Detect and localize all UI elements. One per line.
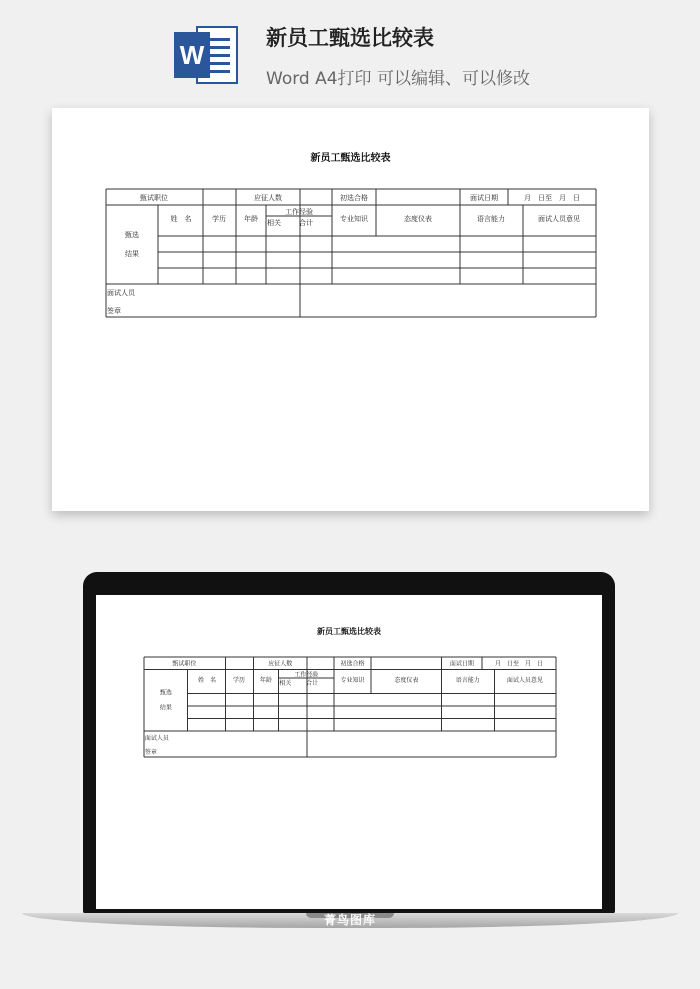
label-interviewer: 面试人员: [107, 289, 135, 297]
column-interviewer-opinion: 面试人员意见: [506, 677, 543, 684]
label-position: 甄试职位: [172, 660, 197, 668]
column-language: 语言能力: [477, 215, 505, 223]
label-position: 甄试职位: [140, 194, 168, 202]
label-first-pass: 初选合格: [340, 194, 368, 202]
document-title: 新员工甄选比较表: [310, 153, 391, 164]
column-expertise: 专业知识: [340, 677, 365, 684]
label-selection: 甄选: [125, 231, 139, 239]
page-subtitle: Word A4打印 可以编辑、可以修改: [266, 69, 530, 89]
column-experience: 工作经验: [285, 208, 313, 216]
label-applicants: 应征人数: [254, 194, 282, 202]
column-interviewer-opinion: 面试人员意见: [538, 215, 580, 223]
word-document-icon: [174, 22, 240, 88]
label-applicants: 应征人数: [268, 660, 293, 668]
column-total: 合计: [306, 680, 319, 688]
label-result: 结果: [125, 250, 139, 258]
laptop-screen: [96, 595, 602, 909]
page-title: 新员工甄选比较表: [266, 26, 434, 50]
column-language: 语言能力: [455, 677, 480, 684]
label-result: 结果: [159, 704, 172, 712]
column-name: 姓 名: [170, 215, 192, 223]
column-age: 年龄: [259, 677, 272, 684]
column-education: 学历: [233, 677, 246, 684]
column-related: 相关: [279, 680, 292, 688]
document-preview: [52, 108, 649, 511]
label-signature: 签章: [144, 748, 157, 756]
label-date-range: 月 日至 月 日: [524, 194, 580, 202]
label-first-pass: 初选合格: [340, 660, 365, 668]
column-education: 学历: [212, 215, 226, 223]
screen-form-table: [144, 657, 556, 757]
selection-form-table: [106, 189, 596, 317]
column-name: 姓 名: [198, 677, 217, 684]
label-selection: 甄选: [159, 689, 172, 697]
label-interview-date: 面试日期: [470, 194, 498, 202]
label-interviewer: 面试人员: [144, 734, 169, 742]
column-experience: 工作经验: [294, 671, 319, 679]
label-signature: 签章: [107, 307, 121, 315]
screen-document-title: 新员工甄选比较表: [317, 626, 381, 636]
column-attitude: 态度仪表: [394, 677, 419, 684]
column-age: 年龄: [244, 215, 258, 223]
column-attitude: 态度仪表: [404, 215, 432, 223]
column-total: 合计: [299, 219, 313, 227]
watermark: 菁鸟图库: [323, 913, 376, 927]
label-interview-date: 面试日期: [449, 660, 474, 668]
label-date-range: 月 日至 月 日: [494, 660, 544, 668]
word-letter-icon: W: [174, 32, 210, 78]
column-expertise: 专业知识: [340, 215, 368, 223]
column-related: 相关: [267, 219, 281, 227]
